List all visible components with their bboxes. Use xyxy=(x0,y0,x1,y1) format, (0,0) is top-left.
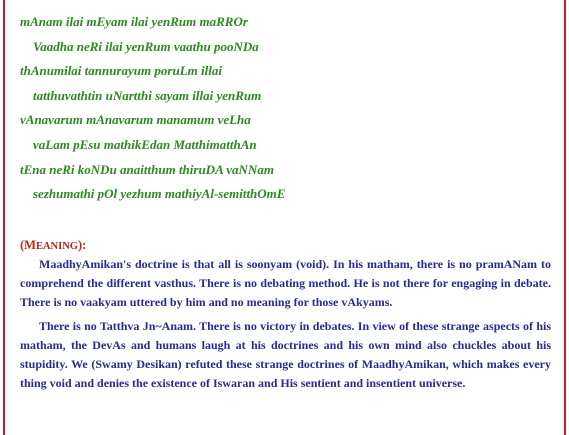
verse-line: vaLam pEsu mathikEdan MatthimatthAn xyxy=(33,136,257,152)
verse-line: mAnam ilai mEyam ilai yenRum maRROr xyxy=(20,14,248,29)
meaning-heading-close: ): xyxy=(77,238,87,252)
meaning-heading xyxy=(20,237,551,255)
verse-line: thAnumilai tannurayum poruLm illai xyxy=(20,63,222,79)
meaning-heading-smallcaps: EANING xyxy=(35,241,78,252)
verse-line: tEna neRi koNDu anaitthum thiruDA vaNNam xyxy=(20,161,274,177)
verse-line: tatthuvathtin uNartthi sayam illai yenRum xyxy=(33,87,262,103)
verse-line: vAnavarum mAnavarum manamum veLha xyxy=(20,112,251,128)
meaning-heading-open: (M xyxy=(20,238,36,252)
meaning-section xyxy=(20,237,551,398)
verse-line: sezhumathi pOl yezhum mathiyAl-semitthOmE xyxy=(33,186,286,202)
verse-line: Vaadha neRi ilai yenRum vaathu pooNDa xyxy=(33,38,259,54)
meaning-paragraph: MaadhyAmikan's doctrine is that all is soonyam (void). In his matham, there is no pramANam to comprehend the different vasthus. There is no debating method. He is not there for engaging in debate. There is no vaakyam uttered by him and no meaning for those vAkyams. xyxy=(20,257,551,309)
verse-block xyxy=(20,10,550,207)
meaning-paragraph: There is no Tatthva Jn~Anam. There is no victory in debates. In view of these strange aspects of his matham, the DevAs and humans laugh at his doctrines and his own mind also chuckles about his stupidity. We (Swamy Desikan) refuted these strange doctrines of MaadhyAmikan, which makes every thing void and denies the existence of Iswaran and His sentient and insentient universe. xyxy=(20,319,551,390)
